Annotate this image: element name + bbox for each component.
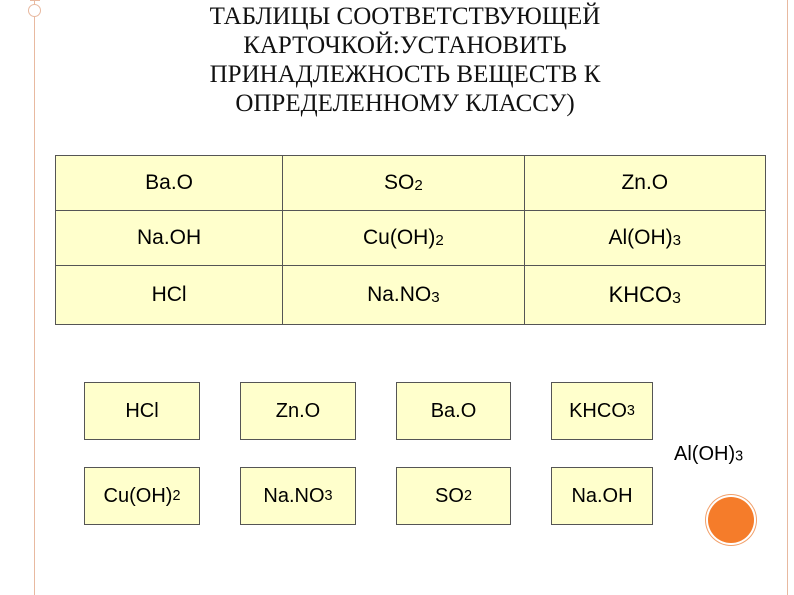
table-cell[interactable]: $SO_2$ xyxy=(283,156,524,211)
table-cell[interactable]: HCl xyxy=(56,265,283,324)
slide-right-border xyxy=(787,0,788,595)
slide-top-border xyxy=(30,0,40,1)
slide-title: ТАБЛИЦЫ СООТВЕТСТВУЮЩЕЙ КАРТОЧКОЙ:УСТАНОВИТЬ ПРИНАДЛЕЖНОСТЬ ВЕЩЕСТВ К ОПРЕДЕЛЕННОМУ КЛАССУ) xyxy=(209,3,601,117)
table-cell[interactable]: $KHCO_3$ xyxy=(524,265,765,324)
slide-left-border xyxy=(2,0,35,595)
table-cell[interactable]: Na.OH xyxy=(56,210,283,265)
formula-card[interactable]: Na.NO 3 xyxy=(240,467,356,525)
classification-table xyxy=(55,155,766,325)
table-row xyxy=(56,156,766,211)
formula-card[interactable]: SO 2 xyxy=(396,467,511,525)
formula-card[interactable]: Zn.O xyxy=(240,382,356,440)
unplaced-formula-label[interactable]: $Al(OH)_3$ xyxy=(674,443,744,465)
table-row xyxy=(56,265,766,324)
formula-card[interactable]: Na.OH xyxy=(551,467,653,525)
corner-circle-decoration xyxy=(28,4,41,17)
table-cell[interactable]: $Cu(OH)_2$ xyxy=(283,210,524,265)
table-cell[interactable]: $Na.NO_3$ xyxy=(283,265,524,324)
table-cell[interactable]: Ba.O xyxy=(56,156,283,211)
formula-card[interactable]: Ba.O xyxy=(396,382,511,440)
formula-card[interactable]: Cu(OH) 2 xyxy=(84,467,200,525)
table-cell[interactable]: $Al(OH)_3$ xyxy=(524,210,765,265)
table-cell[interactable]: Zn.O xyxy=(524,156,765,211)
orange-circle-decoration xyxy=(708,497,754,543)
formula-card[interactable]: KHCO 3 xyxy=(551,382,653,440)
formula-card[interactable]: HCl xyxy=(84,382,200,440)
table-row xyxy=(56,210,766,265)
